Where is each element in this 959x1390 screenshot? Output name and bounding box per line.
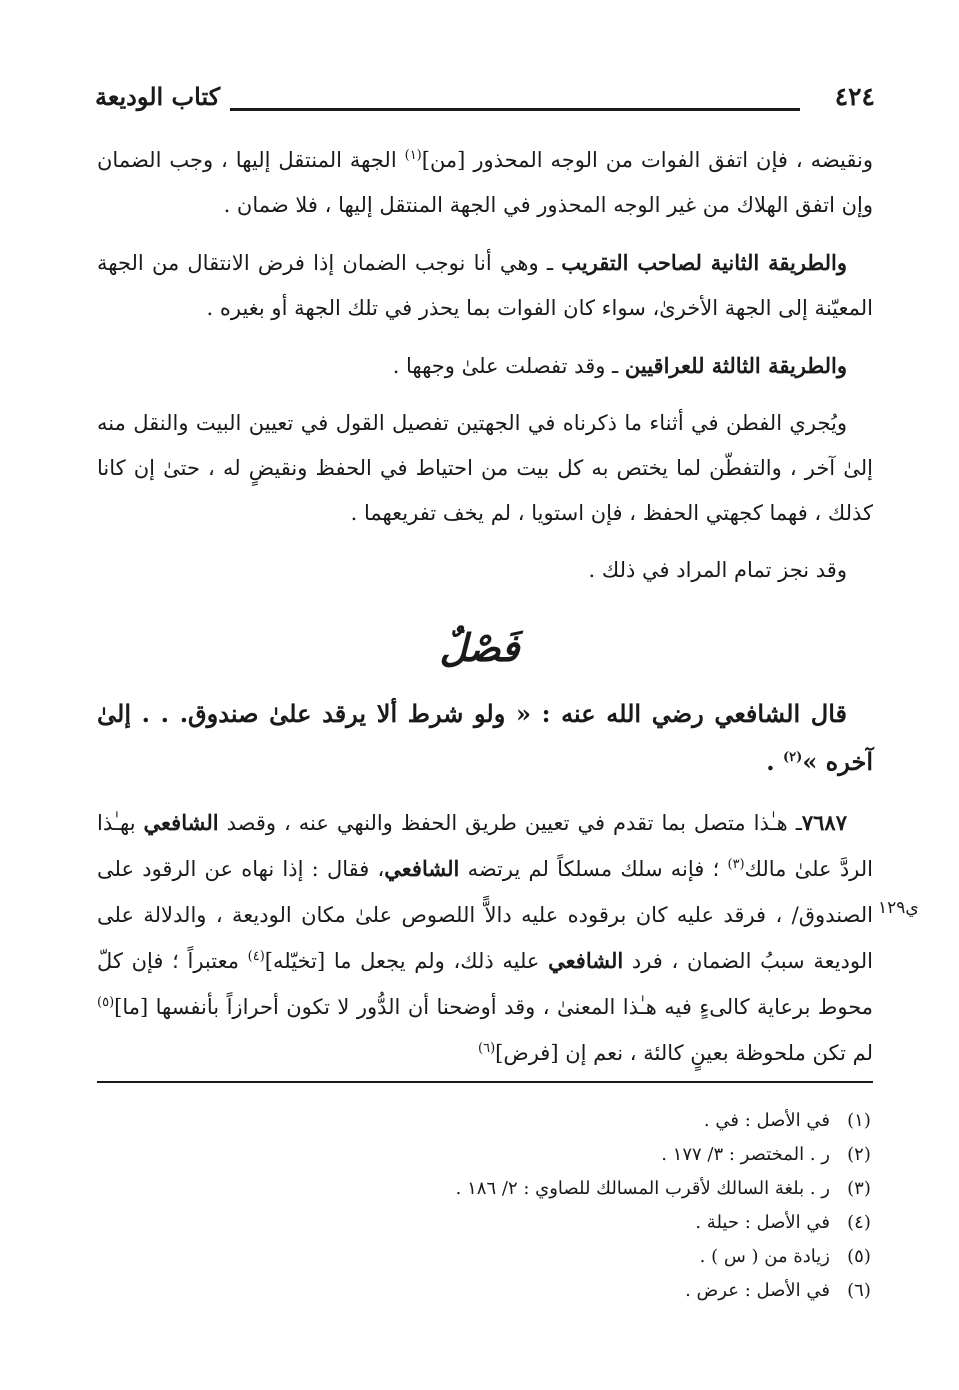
- manuscript-folio-marker: ي١٢٩: [878, 898, 919, 918]
- footnote-text: زيادة من ( س ) .: [699, 1246, 830, 1267]
- footnote-ref-1: (١): [404, 148, 422, 163]
- method-3-heading: والطريقة الثالثة للعراقيين: [624, 353, 847, 378]
- paragraph-7687: ٧٦٨٧ـ هـٰذا متصل بما تقدم في تعيين طريق الحفظ والنهي عنه ، وقصد الشافعي بهـٰذا الردَّ علىٰ مالك$^{(٣)}$ ؛ فإنه سلك مسلكاً لم يرتضه الشافعي، فقال : إذا نهاه عن الرقود على الصندوق/ ، فرقد عليه كان برقوده عليه دالاًّ اللصوص علىٰ مكان الوديعة ، والدلالة على الوديعة سببُ الضمان ، فرد الشافعي عليه ذلك، ولم يجعل ما [تخيّله]$^{(٤)}$ معتبراً ؛ فإن كلّ محوط برعاية كالىءٍ فيه هـٰذا المعنىٰ ، وقد أوضحنا أن الدُّور لا تكون أحرازاً بأنفسها [ما]$^{(٥)}$ لم تكن ملحوظة بعينٍ كالئة ، نعم إن [فرض]$^{(٦)}$: [97, 810, 873, 1065]
- footnote-item: [114, 1104, 874, 1138]
- section-heading: فَصْلٌ: [439, 625, 520, 670]
- footnote-divider: [97, 1081, 873, 1083]
- page-header: [95, 82, 875, 122]
- footnote-number: (٥): [847, 1246, 871, 1267]
- footnote-text: ر . بلغة السالك لأقرب المسالك للصاوي : ٢/ ١٨٦ .: [455, 1178, 830, 1199]
- footnote-ref-5: (٥): [97, 995, 115, 1010]
- footnote-item: [114, 1240, 874, 1274]
- footnote-ref-3: (٣): [727, 857, 745, 872]
- paragraph-2: والطريقة الثانية لصاحب التقريب ـ وهي أنا نوجب الضمان إذا فرض الانتقال من الجهة المعيّنة إلى الجهة الأخرىٰ، سواء كان الفوات بما يحذر في تلك الجهة أو بغيره .: [97, 250, 873, 320]
- book-title: كتاب الوديعة: [95, 82, 221, 111]
- footnote-item: [114, 1206, 874, 1240]
- top-text-block: [97, 138, 873, 593]
- footnote-number: (٢): [847, 1144, 871, 1165]
- footnote-item: [114, 1274, 874, 1308]
- footnotes-list: [114, 1104, 874, 1308]
- header-rule: [230, 108, 800, 111]
- footnote-text: في الأصل : حيلة .: [695, 1212, 830, 1233]
- footnote-text: في الأصل : عرض .: [685, 1280, 830, 1301]
- page-number: ٤٢٤: [834, 82, 875, 111]
- main-text-block: [97, 800, 873, 1076]
- shafii-quote: قال الشافعي رضي الله عنه : « ولو شرط ألا يرقد علىٰ صندوق. . . إلىٰ آخره »$^{(٢)}$ .: [97, 699, 873, 776]
- footnote-item: [114, 1138, 874, 1172]
- paragraph-5: وقد نجز تمام المراد في ذلك .: [588, 558, 847, 582]
- footnote-number: (٤): [847, 1212, 871, 1233]
- footnote-item: [114, 1172, 874, 1206]
- footnote-number: (٣): [847, 1178, 871, 1199]
- method-2-heading: والطريقة الثانية لصاحب التقريب: [561, 250, 847, 275]
- paragraph-3: والطريقة الثالثة للعراقيين ـ وقد تفصلت علىٰ وجهها .: [392, 353, 847, 378]
- footnote-text: ر . المختصر : ٣/ ١٧٧ .: [661, 1144, 830, 1165]
- paragraph-1: ونقيضه ، فإن اتفق الفوات من الوجه المحذور [من]$^{(١)}$ الجهة المنتقل إليها ، وجب الضمان وإن اتفق الهلاك من غير الوجه المحذور في الجهة المنتقل إليها ، فلا ضمان .: [97, 148, 873, 217]
- paragraph-number: ٧٦٨٧: [801, 810, 847, 835]
- footnote-text: في الأصل : في .: [703, 1110, 830, 1131]
- footnote-ref-2: (٢): [783, 750, 803, 765]
- footnote-ref-6: (٦): [478, 1041, 496, 1056]
- footnote-ref-4: (٤): [247, 949, 265, 964]
- footnote-number: (١): [847, 1110, 871, 1131]
- footnote-number: (٦): [847, 1280, 871, 1301]
- paragraph-4: ويُجري الفطن في أثناء ما ذكرناه في الجهتين تفصيل القول في تعيين البيت والنقل منه إلىٰ آخر ، والتفطّن لما يختص به كل بيت من احتياط في الحفظ ونقيضٍ له ، حتىٰ إن كانا كذلك ، فهما كجهتي الحفظ ، فإن استويا ، لم يخف تفريعهما .: [97, 411, 873, 525]
